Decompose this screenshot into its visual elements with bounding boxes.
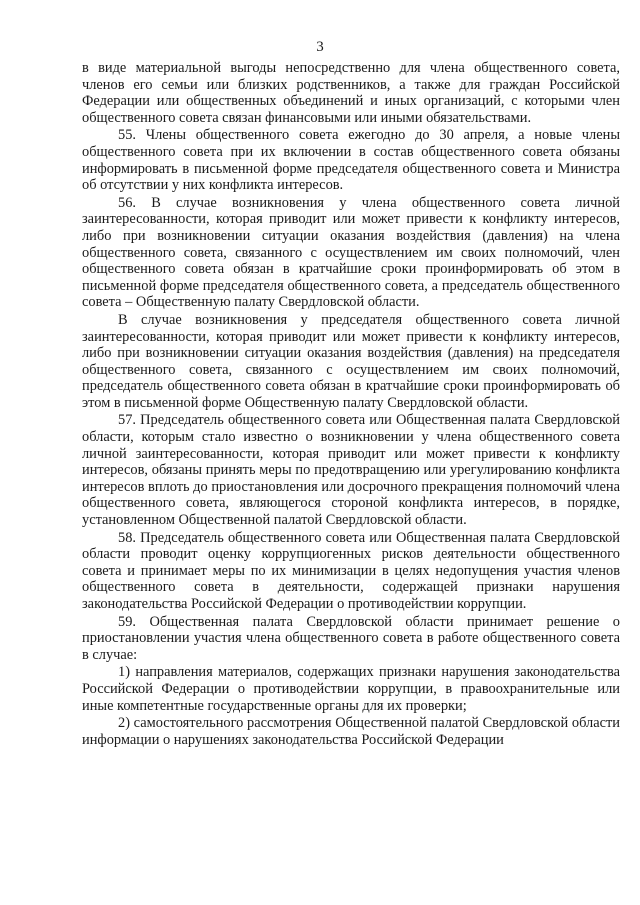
page-number: 3 (316, 39, 324, 55)
paragraph-59-item-2: 2) самостоятельного рассмотрения Общественной палатой Свердловской области информации о нарушениях законодательства Российской Федерации (82, 715, 620, 748)
paragraph-59-item-1: 1) направления материалов, содержащих признаки нарушения законодательства Российской Федерации о противодействии коррупции, в правоохранительные или иные компетентные государственные органы для их проверки; (82, 664, 620, 714)
paragraph-56: 56. В случае возникновения у члена общественного совета личной заинтересованности, которая приводит или может привести к конфликту интересов, либо при возникновении ситуации оказания воздействия (давления) на члена общественного совета, связанного с осуществлением им своих полномочий, член общественного совета обязан в кратчайшие сроки проинформировать об этом в письменной форме председателя общественного совета, а председатель общественного совета – Общественную палату Свердловской области. (82, 194, 620, 311)
paragraph-58: 58. Председатель общественного совета или Общественная палата Свердловской области проводит оценку коррупциогенных рисков деятельности общественного совета и принимает меры по их минимизации в целях недопущения участия членов общественного совета в деятельности, содержащей признаки нарушения законодательства Российской Федерации о противодействии коррупции. (82, 529, 620, 612)
paragraph-57: 57. Председатель общественного совета или Общественная палата Свердловской области, которым стало известно о возникновении у члена общественного совета личной заинтересованности, которая приводит или может привести к конфликту интересов, обязаны принять меры по предотвращению или урегулированию конфликта интересов вплоть до приостановления или досрочного прекращения полномочий члена общественного совета, являющегося стороной конфликта интересов, в порядке, установленном Общественной палатой Свердловской области. (82, 412, 620, 529)
document-body (82, 60, 620, 748)
paragraph-56-chairman: В случае возникновения у председателя общественного совета личной заинтересованности, которая приводит или может привести к конфликту интересов, либо при возникновении ситуации оказания воздействия (давления) на председателя общественного совета, связанного с осуществлением им своих полномочий, председатель общественного совета обязан в кратчайшие сроки проинформировать об этом в письменной форме Общественную палату Свердловской области. (82, 311, 620, 411)
paragraph-55: 55. Члены общественного совета ежегодно до 30 апреля, а новые члены общественного совета при их включении в состав общественного совета обязаны информировать в письменной форме председателя общественного совета и Министра об отсутствии у них конфликта интересов. (82, 127, 620, 194)
paragraph-continuation: в виде материальной выгоды непосредственно для члена общественного совета, членов его семьи или близких родственников, а также для граждан Российской Федерации или общественных объединений и иных организаций, с которыми член общественного совета связан финансовыми или иными обязательствами. (82, 60, 620, 126)
paragraph-59: 59. Общественная палата Свердловской области принимает решение о приостановлении участия члена общественного совета в работе общественного совета в случае: (82, 613, 620, 663)
